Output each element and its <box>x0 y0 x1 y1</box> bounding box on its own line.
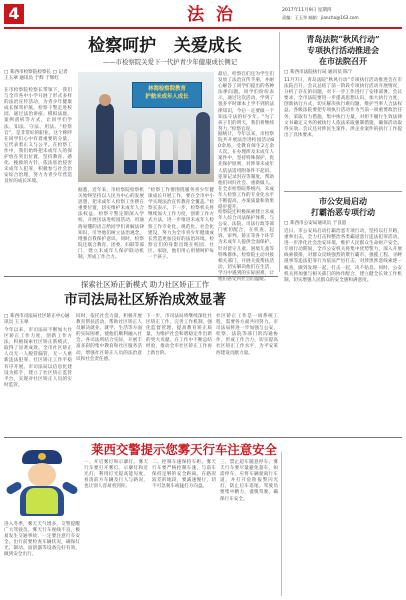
right1-byline: □ 莱西市法院执行局 通讯员 陈宁 <box>284 70 353 75</box>
photo-figure-child-1 <box>124 130 137 174</box>
bottom-top-rule <box>4 437 402 438</box>
lead-column-2: 据悉，近年来，市检察院检察机关始终坚持以人民为中心的发展思想，把未成年人检察工作摆在重要位置，切实维护未成年人合法权益。检察干警定期深入学校，开展送法进校园活动，用通俗易懂的语言给同学们讲解法律知识，引导他们树立法治观念，增强自我保护意识。同时，检察院还联合教育、团委、妇联等部门，建立未成年人保护联动机制，形成工作合力。 <box>78 188 144 261</box>
right1-headline-line-2: 专项执行活动推进会 <box>307 45 379 55</box>
photo-banner-line-1: 林海检察院教育 <box>148 86 186 92</box>
middle-column-3: 下一步，市司法局将继续深化社区矫正工作，完善工作机制，强化监督管理，提高教育矫正质量，为维护社会和谐稳定作出新的更大贡献。在工作中不断总结经验，推动全市社区矫正工作再上新台阶。 <box>146 314 212 356</box>
issue-date: 2017年11月9日 星期四 <box>282 8 332 13</box>
traffic-police-illustration <box>4 448 80 518</box>
bottom-column-1: 进入冬季，雾天天气增多。交警提醒广大驾驶员，雾天行车视线不良，极易发生交通事故，一定要注意行车安全。出行前要检查车辆状况，确保灯光、制动、雨刮器等设备完好有效，做到安全出行。 <box>4 522 80 558</box>
photo-figure-adult <box>196 112 210 174</box>
middle-kicker: 探索社区矫正新模式 助力社区矫正工作 <box>81 280 209 289</box>
section-title: 法 治 <box>187 5 233 25</box>
lead-column-1: 在市检察院检察长带领下，我们与全市各中小学开展了形式多样的法治宣传活动，为青少年健康成长保驾护航。检察干警走进校园，通过法治讲座、模拟法庭、案例剖析等方式，让同学们学法、知法、守法、用法。“检察官”，是非常好的职业。这个称呼在同学们心中有着重要的分量，它代表着正义与公平。在检察工作中，我们始终把未成年人的保护放在突出位置，坚持教育、感化、挽救的方针，依法惩治侵害未成年人犯罪，积极参与社会治安综合治理，努力为青少年营造良好的成长环境。 <box>4 88 72 185</box>
police-vest <box>26 488 58 514</box>
photo-figure-child-3 <box>160 130 173 174</box>
column-divider <box>279 32 280 272</box>
lead-column-3: “检察工作要围绕服务青少年健康成长开展工作，要在全市中小学实现法治宣传教育全覆盖。”检察长表示，下一步，检察机关将继续加大工作力度，创新工作方式方法，进一步推进未成年人检察工作专业化、规范化、社会化建设，努力为全市青少年健康成长营造更加良好的法治环境。检察官们的身影出现在校园、社区、家庭，他们用心用情呵护每一个孩子。 <box>148 188 214 261</box>
lead-column-5: 据统计，今年以来，市检察院共开展法治进校园活动80余场，受教育师生2万余人次。在办理涉及未成年人案件中，坚持特殊保护、优先保护原则，对涉罪未成年人依法适用附条件不起诉、犯罪记录封存等制度，帮助他们回归社会、重新做人。在全市检察院系统内，未成年人检察工作的专业化水平不断提高，办案质量和效果稳步提升。 <box>218 132 274 211</box>
photo-figure-prosecutor <box>96 102 114 174</box>
right2-byline: □ 莱西市公安局通讯员 于良恩 <box>284 221 347 226</box>
middle-top-rule <box>4 276 278 277</box>
bottom-headline: 莱西交警提示您雾天行车注意安全 <box>91 442 277 457</box>
bottom-column-divider <box>281 452 282 596</box>
right1-headline-line-1: 青岛法院“秋风行动” <box>306 34 380 44</box>
page-number: 4 <box>8 4 20 23</box>
photo-figure-child-4 <box>178 128 191 174</box>
right2-headline-line-1: 市公安局启动 <box>319 196 367 206</box>
middle-column-2: 同时，依托社会力量，积极开展教育帮扶活动，帮助社区矫正人员解决就业、就学、生活等方面的实际困难，使他们顺利融入社会。各司法所结合实际，开展丰富多彩的集中教育和社区服务活动，增强社区矫正人员的法治意识和社会责任感。 <box>76 314 142 362</box>
middle-column-4: 社区矫正工作是一项系统工程，需要各方面共同努力。市司法局将进一步加强与公安、检察、法院等部门的沟通协作，形成工作合力，切实提高社区矫正工作水平，为平安莱西建设贡献力量。 <box>216 314 278 356</box>
middle-column-1: 今年以来，市司法局不断加大社区矫正工作力度，创新工作方法，积极探索社区矫正新模式，取得了显著成效。全市社区矫正人员无一人脱管漏管，无一人重新违法犯罪，社区矫正工作平稳有序开展。市司法局以信息化建设为抓手，建立了社区矫正监管平台，实现对社区矫正人员的实时监管。 <box>4 328 72 388</box>
bottom-column-4: 三、禁止超车随意停车。雾天行车要尽量避免超车，如需停车，应将车辆驶离行车道，并打开危险报警闪光灯，防止后车追尾。驾驶员要集中精力，谨慎驾驶，确保行车安全。 <box>220 460 278 502</box>
photo-banner-line-2: 护航未成年人成长 <box>145 94 189 100</box>
lead-headline: 检察呵护 关爱成长 <box>88 36 242 56</box>
police-right-arm <box>61 481 79 496</box>
photo-figure-head <box>99 94 111 106</box>
lead-subhead: ——市检察院关爱下一代护青少年健康成长侧记 <box>102 58 238 66</box>
bottom-column-2: 一、开启雾灯和示廓灯。雾天行车要打开雾灯、示廓灯和近光灯，利用灯光提高能见度，看清前方车辆及行人与路况，也让别人容易看到你。 <box>84 460 148 490</box>
lead-column-6: 检察院还积极探索建立未成年人综合司法保护体系，与公安、法院、司法行政等部门密切配合，在侦查、起诉、审判、矫正等各个环节为未成年人提供全面保护。针对留守儿童、困境儿童等特殊群体，检察院主动对接相关部门，开展关爱帮扶活动，切实解决他们在生活、学习中遇到的实际困难，让他们感受到社会的温暖。 <box>218 210 274 283</box>
right1-headline-line-3: 在市法院召开 <box>319 56 367 66</box>
lead-byline: □ 莱西市检察院检察长 □ 记者 王玉翠 通讯员 于辉 于辉红 <box>4 70 68 81</box>
masthead-rule <box>4 27 402 29</box>
police-cap-badge <box>38 453 46 460</box>
lead-column-4: 最后，检察官们还为学生们发放了法治宣传手册，并耐心解答了同学们提出的各种法律问题。同学们纷纷表示，通过这次活动，学到了很多平时课本上学不到的法律知识，今后一定要做一个知法守法的好少年。“为了孩子们的明天，我们将继续努力。”检察官说。 <box>218 72 274 132</box>
police-face <box>28 463 56 487</box>
photo-figure-child-2 <box>142 128 155 174</box>
bottom-column-3: 二、控制车速保持车距。雾天行车要严格控制车速，与前车保持足够的安全距离。在路况较差的地段，要减速慢行，切不可急刹车或猛打方向盘。 <box>152 460 216 490</box>
right2-headline-line-2: 打霸治恶专项行动 <box>311 207 375 217</box>
middle-headline: 市司法局社区矫治成效显著 <box>64 292 226 308</box>
editor-line: 责编：王玉翠 邮箱：jiancha@163.com <box>282 15 359 20</box>
right1-body: 11月7日，青岛法院“秋风行动”专项执行活动推进会在市法院召开。会议总结了前一阶段专项执行活动开展情况，分析了存在的问题，对下一步工作进行了安排部署。会议要求，全市法院要进一步提高思想认识，加大执行力度，创新执行方式，切实解决执行难问题，维护当事人合法权益。各级法院要把专项执行活动作为当前一项重要政治任务，采取有力措施，集中执行力量，对拒不履行生效法律文书确定义务的被执行人依法采取强制措施，确保活动取得实效。会议还对涉民生案件、涉企业案件的执行工作提出了具体要求。 <box>284 78 402 138</box>
right2-body: 近日，市公安局启动打霸治恶专项行动，坚持以打开路，重拳出击，全力打击和整治各类霸道恶行违法犯罪活动，进一步净化社会治安环境，维护人民群众生命财产安全。专项行动期间，全市公安机关将集中优势警力，深入开展线索摸排，对群众反映强烈的欺行霸市、强揽工程、寻衅滋事等违法犯罪行为依法严厉打击，对涉黑涉恶线索逐一核查，做到发现一起、打击一起，决不姑息。同时，公安机关将加强与相关部门的协作配合，建立健全长效工作机制，切实增强人民群众的安全感和满意度。 <box>284 229 402 283</box>
right-divider <box>284 191 402 192</box>
right2-body-continued <box>284 452 402 596</box>
lead-photo <box>78 72 214 182</box>
middle-byline: □ 莱西市司法局社区矫正中心通讯员 王玉翠 <box>4 314 70 325</box>
